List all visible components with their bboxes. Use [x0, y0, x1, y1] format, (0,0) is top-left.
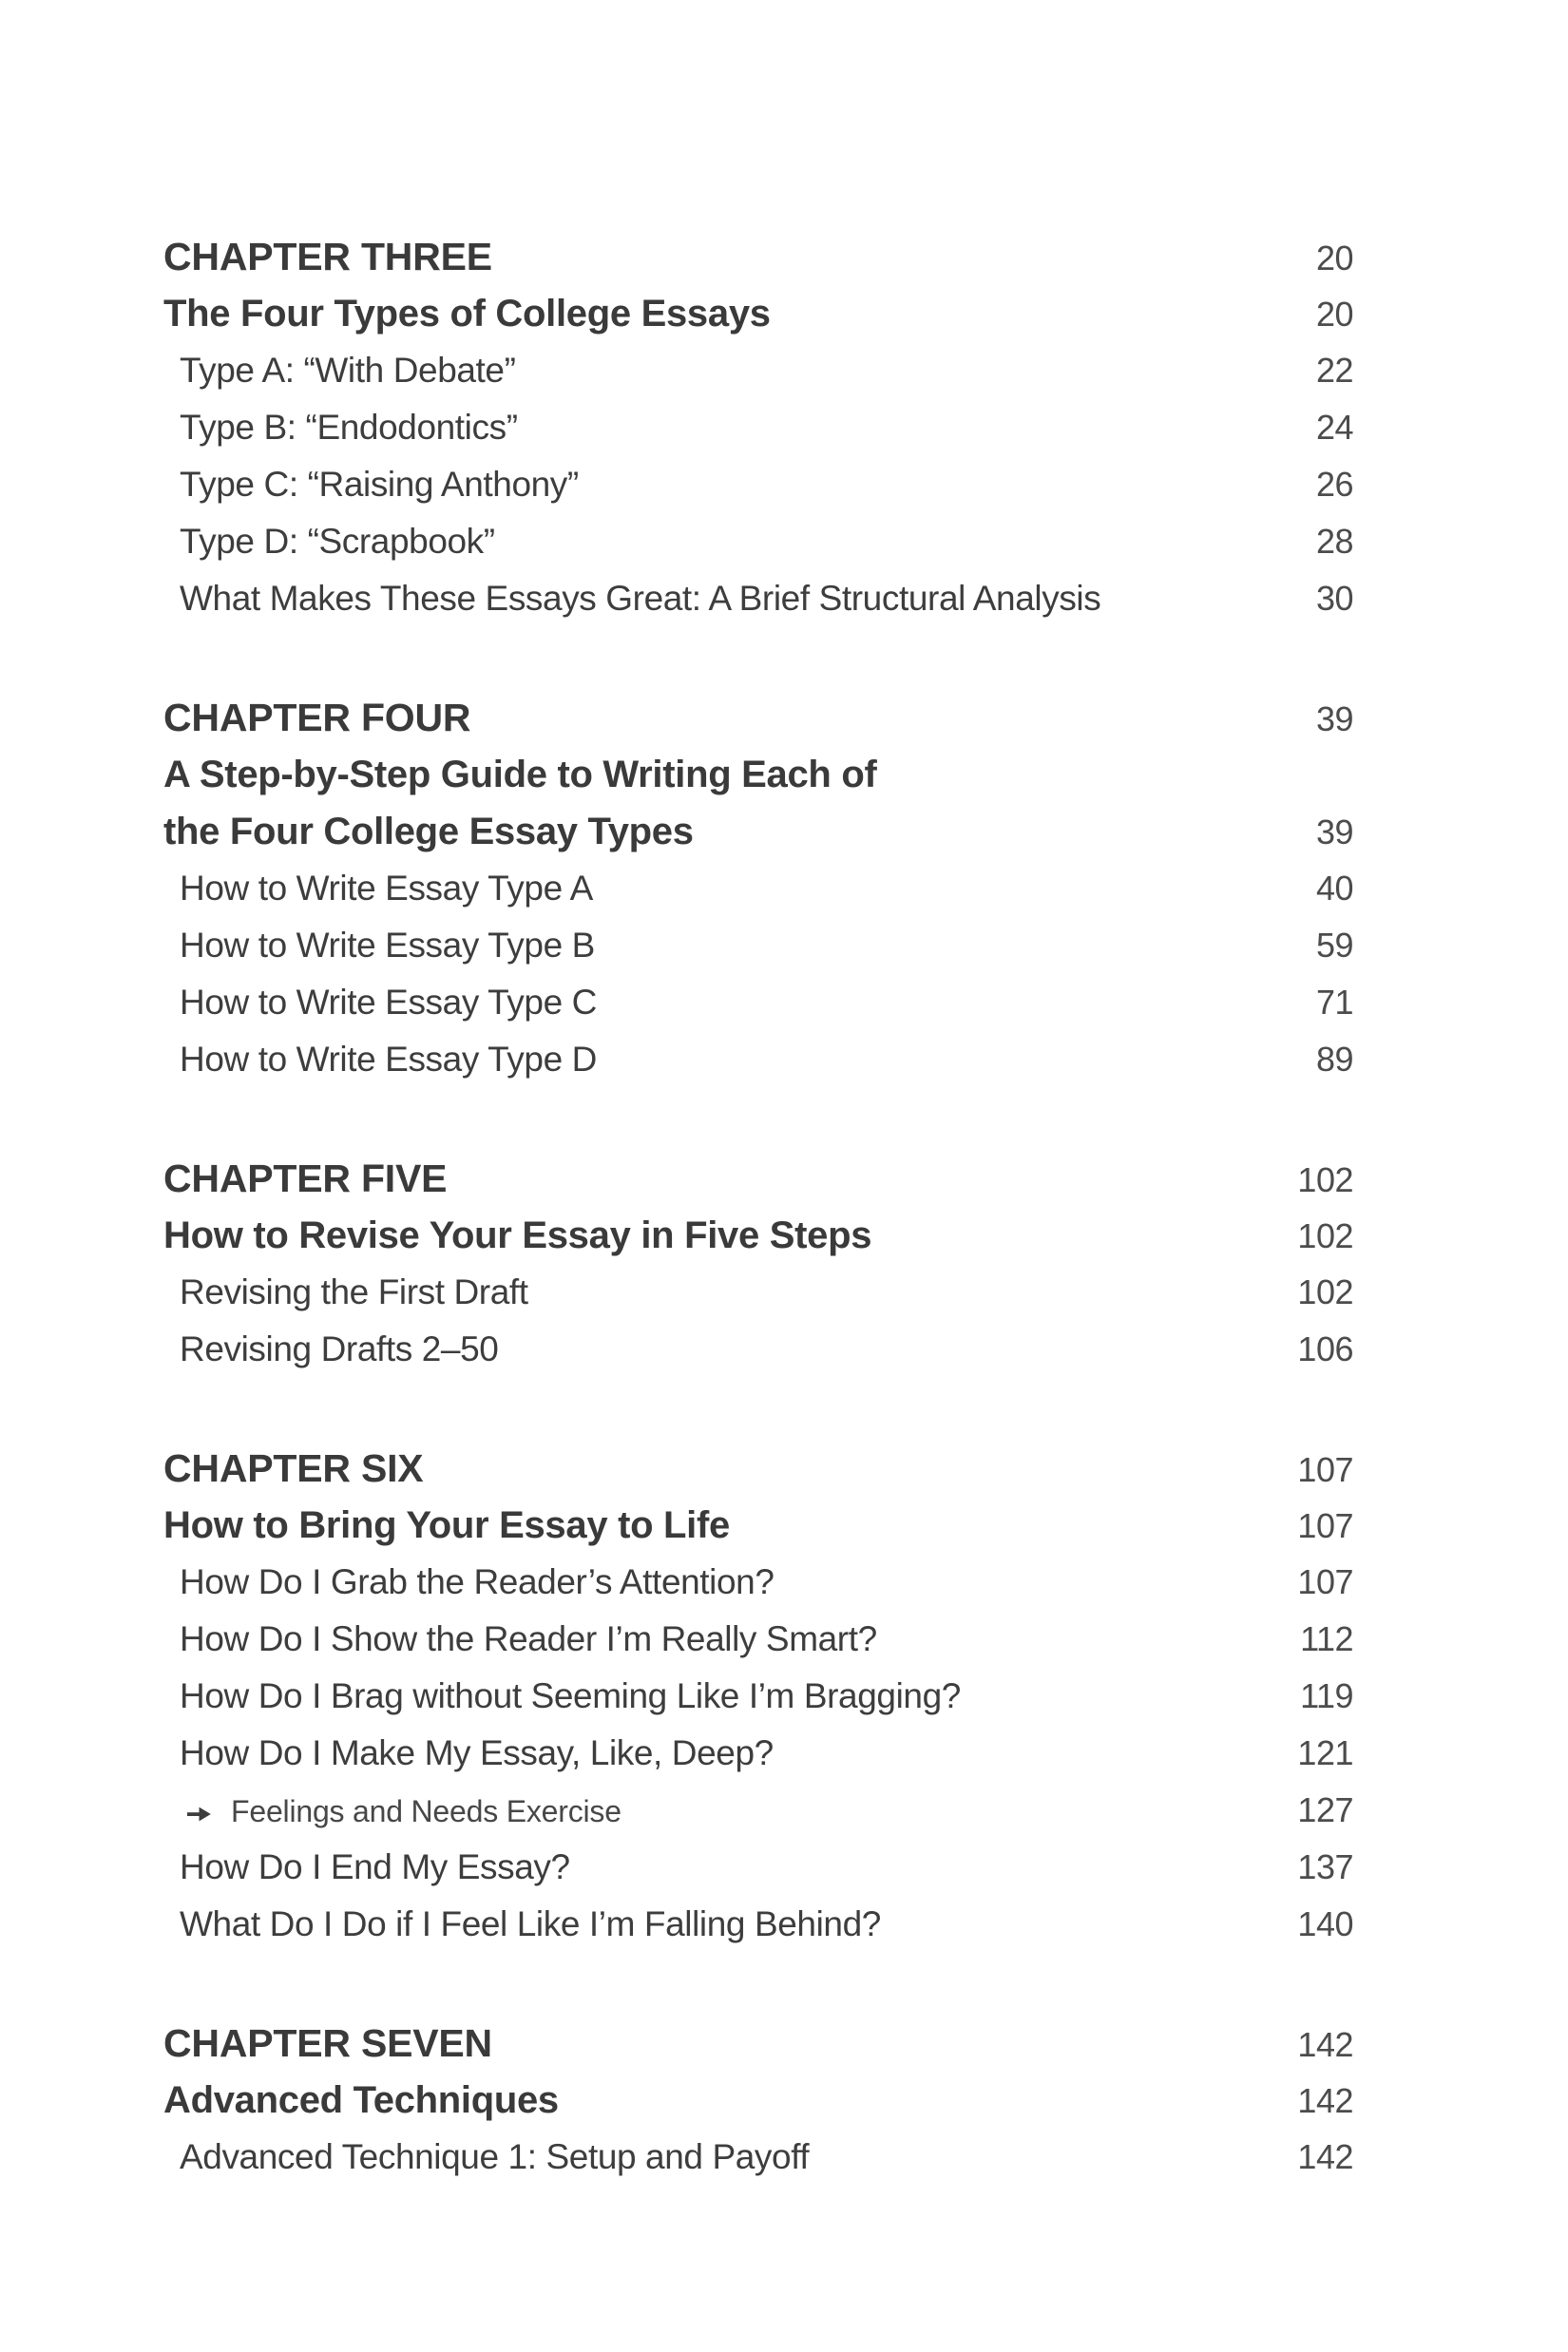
- arrow-right-icon: [186, 1789, 212, 1846]
- chapter-title: How to Revise Your Essay in Five Steps: [163, 1214, 872, 1256]
- page-number: 26: [1315, 465, 1353, 504]
- page-number: 102: [1297, 1272, 1353, 1311]
- toc-row-chapter: [163, 1150, 1353, 1207]
- page-number: 59: [1315, 926, 1353, 965]
- toc-row-item: [163, 1725, 1353, 1782]
- page-number: 112: [1300, 1619, 1353, 1658]
- toc-entry-label: How to Write Essay Type C: [180, 983, 597, 1022]
- toc-row-item: [163, 1031, 1353, 1088]
- page-number: 40: [1315, 869, 1353, 908]
- toc-row-title: [163, 803, 1353, 860]
- toc-entry-label: What Do I Do if I Feel Like I’m Falling Behind?: [180, 1904, 881, 1943]
- table-of-contents: [163, 228, 1353, 2186]
- page-number: 24: [1315, 408, 1353, 447]
- toc-row-item: [163, 513, 1353, 570]
- toc-row-item: [163, 917, 1353, 974]
- toc-entry-label: How to Write Essay Type B: [180, 926, 595, 965]
- toc-entry-label: How Do I Show the Reader I’m Really Smart?: [180, 1619, 877, 1658]
- chapter-label: CHAPTER SEVEN: [163, 2021, 492, 2065]
- toc-row-item: [163, 860, 1353, 917]
- page-number: 142: [1297, 2137, 1353, 2176]
- toc-row-item: [163, 399, 1353, 456]
- chapter-label: CHAPTER SIX: [163, 1446, 424, 1490]
- toc-row-item: [163, 342, 1353, 399]
- page-number: 107: [1297, 1506, 1353, 1545]
- toc-entry-label: Revising Drafts 2–50: [180, 1329, 499, 1368]
- toc-row-item: [163, 2129, 1353, 2186]
- toc-entry-label: Type C: “Raising Anthony”: [180, 465, 579, 504]
- toc-row-item: [163, 1611, 1353, 1668]
- toc-row-title: [163, 1207, 1353, 1264]
- page-number: 20: [1315, 239, 1353, 277]
- page-number: 39: [1315, 813, 1353, 851]
- page-number: 89: [1315, 1040, 1353, 1079]
- toc-row-title: [163, 2072, 1353, 2129]
- toc-row-title: [163, 285, 1353, 342]
- chapter-label: CHAPTER FIVE: [163, 1157, 448, 1200]
- page-number: 127: [1297, 1790, 1353, 1829]
- chapter-title: A Step-by-Step Guide to Writing Each of: [163, 754, 877, 795]
- toc-row-item: [163, 456, 1353, 513]
- toc-row-item: [163, 1321, 1353, 1378]
- chapter-title: The Four Types of College Essays: [163, 293, 771, 335]
- toc-section: [163, 1440, 1353, 1953]
- toc-entry-label: Revising the First Draft: [180, 1272, 528, 1311]
- toc-entry-label: How to Write Essay Type A: [180, 869, 593, 908]
- toc-row-chapter: [163, 2015, 1353, 2072]
- page-number: 137: [1297, 1847, 1353, 1886]
- toc-row-item: [163, 1554, 1353, 1611]
- chapter-title: Advanced Techniques: [163, 2079, 559, 2121]
- page-number: 71: [1315, 983, 1353, 1022]
- page-number: 28: [1315, 522, 1353, 561]
- chapter-label: CHAPTER THREE: [163, 235, 492, 278]
- toc-entry-label: What Makes These Essays Great: A Brief Structural Analysis: [180, 579, 1101, 618]
- chapter-title: the Four College Essay Types: [163, 811, 694, 852]
- toc-row-title: [163, 746, 1353, 803]
- page-number: 121: [1297, 1733, 1353, 1772]
- toc-entry-label: Type B: “Endodontics”: [180, 408, 518, 447]
- page-number: 107: [1297, 1450, 1353, 1489]
- toc-row-chapter: [163, 1440, 1353, 1497]
- toc-entry-label: Advanced Technique 1: Setup and Payoff: [180, 2137, 810, 2176]
- page-number: 102: [1297, 1216, 1353, 1255]
- page-number: 30: [1315, 579, 1353, 618]
- page-number: 20: [1315, 295, 1353, 334]
- toc-section: [163, 689, 1353, 1088]
- page-number: 102: [1297, 1160, 1353, 1199]
- toc-section: [163, 1150, 1353, 1378]
- toc-entry-label: How to Write Essay Type D: [180, 1040, 597, 1079]
- page-number: 106: [1297, 1329, 1353, 1368]
- toc-row-item: [163, 974, 1353, 1031]
- toc-row-item: [163, 570, 1353, 627]
- chapter-label: CHAPTER FOUR: [163, 696, 471, 739]
- page-number: 22: [1315, 351, 1353, 390]
- toc-entry-label: How Do I Brag without Seeming Like I’m Bragging?: [180, 1676, 961, 1715]
- toc-entry-label: Type A: “With Debate”: [180, 351, 516, 390]
- page-number: 142: [1297, 2025, 1353, 2064]
- toc-row-chapter: [163, 689, 1353, 746]
- toc-row-item: [163, 1839, 1353, 1896]
- toc-row-item: [163, 1668, 1353, 1725]
- page-number: 107: [1297, 1562, 1353, 1601]
- toc-entry-label: How Do I Make My Essay, Like, Deep?: [180, 1733, 774, 1772]
- page-number: 142: [1297, 2081, 1353, 2120]
- page-number: 140: [1297, 1904, 1353, 1943]
- toc-entry-label: How Do I Grab the Reader’s Attention?: [180, 1562, 774, 1601]
- page-number: 39: [1315, 699, 1353, 738]
- exercise-entry: [186, 1783, 621, 1846]
- toc-section: [163, 2015, 1353, 2186]
- toc-section: [163, 228, 1353, 627]
- toc-row-exercise: [163, 1782, 1353, 1839]
- toc-row-chapter: [163, 228, 1353, 285]
- page-number: 119: [1300, 1676, 1353, 1715]
- toc-entry-label: Feelings and Needs Exercise: [231, 1794, 621, 1828]
- chapter-title: How to Bring Your Essay to Life: [163, 1504, 730, 1546]
- toc-row-item: [163, 1264, 1353, 1321]
- toc-row-item: [163, 1896, 1353, 1953]
- toc-row-title: [163, 1497, 1353, 1554]
- toc-entry-label: Type D: “Scrapbook”: [180, 522, 495, 561]
- toc-entry-label: How Do I End My Essay?: [180, 1847, 570, 1886]
